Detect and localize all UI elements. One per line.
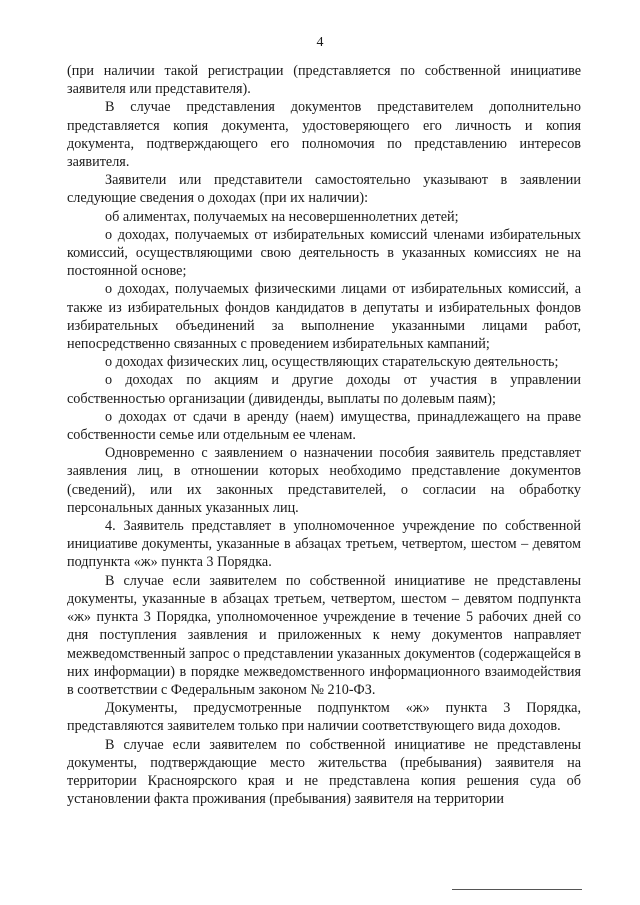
paragraph-consent-statements: Одновременно с заявлением о назначении пособия заявитель представляет заявления лиц, в отношении которых необходимо представление документов (сведений), или их законных представителей, о согласии на обработку персональных данных указанных лиц. <box>67 445 581 516</box>
paragraph-interagency-request: В случае если заявителем по собственной инициативе не представлены документы, указанные в абзацах третьем, четвертом, шестом – девятом подпункта «ж» пункта 3 Порядка, уполномоченное учреждение в течение 5 рабочих дней со дня поступления заявления и приложенных к нему документов направляет межведомственный запрос о представлении указанных документов (содержащейся в них информации) в порядке межведомственного информационного взаимодействия в соответствии с Федеральным законом № 210-ФЗ. <box>67 572 581 698</box>
paragraph-prospecting-income: о доходах физических лиц, осуществляющих старательскую деятельность; <box>105 354 559 371</box>
paragraph-residence-documents: В случае если заявителем по собственной инициативе не представлены документы, подтверждающие место жительства (пребывания) заявителя на территории Красноярского края и не представлена копия решения суда об установлении факта проживания (пребывания) заявителя на территории <box>67 736 581 808</box>
paragraph-shares-income: о доходах по акциям и другие доходы от участия в управлении собственностью организации (дивиденды, выплаты по долевым паям); <box>67 372 581 407</box>
paragraph-alimony: об алиментах, получаемых на несовершеннолетних детей; <box>105 208 459 225</box>
paragraph-income-documents: Документы, предусмотренные подпунктом «ж» пункта 3 Порядка, представляются заявителем только при наличии соответствующего вида доходов. <box>67 700 581 735</box>
paragraph-income-info-intro: Заявители или представители самостоятельно указывают в заявлении следующие сведения о доходах (при их наличии): <box>67 172 581 207</box>
paragraph-election-commission-members-income: о доходах, получаемых от избирательных комиссий членами избирательных комиссий, осуществляющими свою деятельность в указанных комиссиях не на постоянной основе; <box>67 226 581 280</box>
paragraph-registration-continuation: (при наличии такой регистрации (представляется по собственной инициативе заявителя или представителя). <box>67 63 581 98</box>
page-number: 4 <box>316 35 324 50</box>
paragraph-rental-income: о доходах от сдачи в аренду (наем) имущества, принадлежащего на праве собственности семье или отдельным ее членам. <box>67 408 581 444</box>
paragraph-clause-4: 4. Заявитель представляет в уполномоченное учреждение по собственной инициативе документы, указанные в абзацах третьем, четвертом, шестом – девятом подпункта «ж» пункта 3 Порядка. <box>67 518 581 571</box>
paragraph-representative-documents: В случае представления документов представителем дополнительно представляется копия документа, удостоверяющего его личность и копия документа, подтверждающего его полномочия по представлению интересов заявителя. <box>67 99 581 171</box>
document-body <box>67 62 581 808</box>
footer-divider <box>452 889 582 890</box>
paragraph-election-funds-income: о доходах, получаемых физическими лицами от избирательных комиссий, а также из избирательных фондов кандидатов в депутаты и избирательных фондов избирательных объединений за выполнение указанными лицами работ, непосредственно связанных с проведением избирательных кампаний; <box>67 281 581 353</box>
